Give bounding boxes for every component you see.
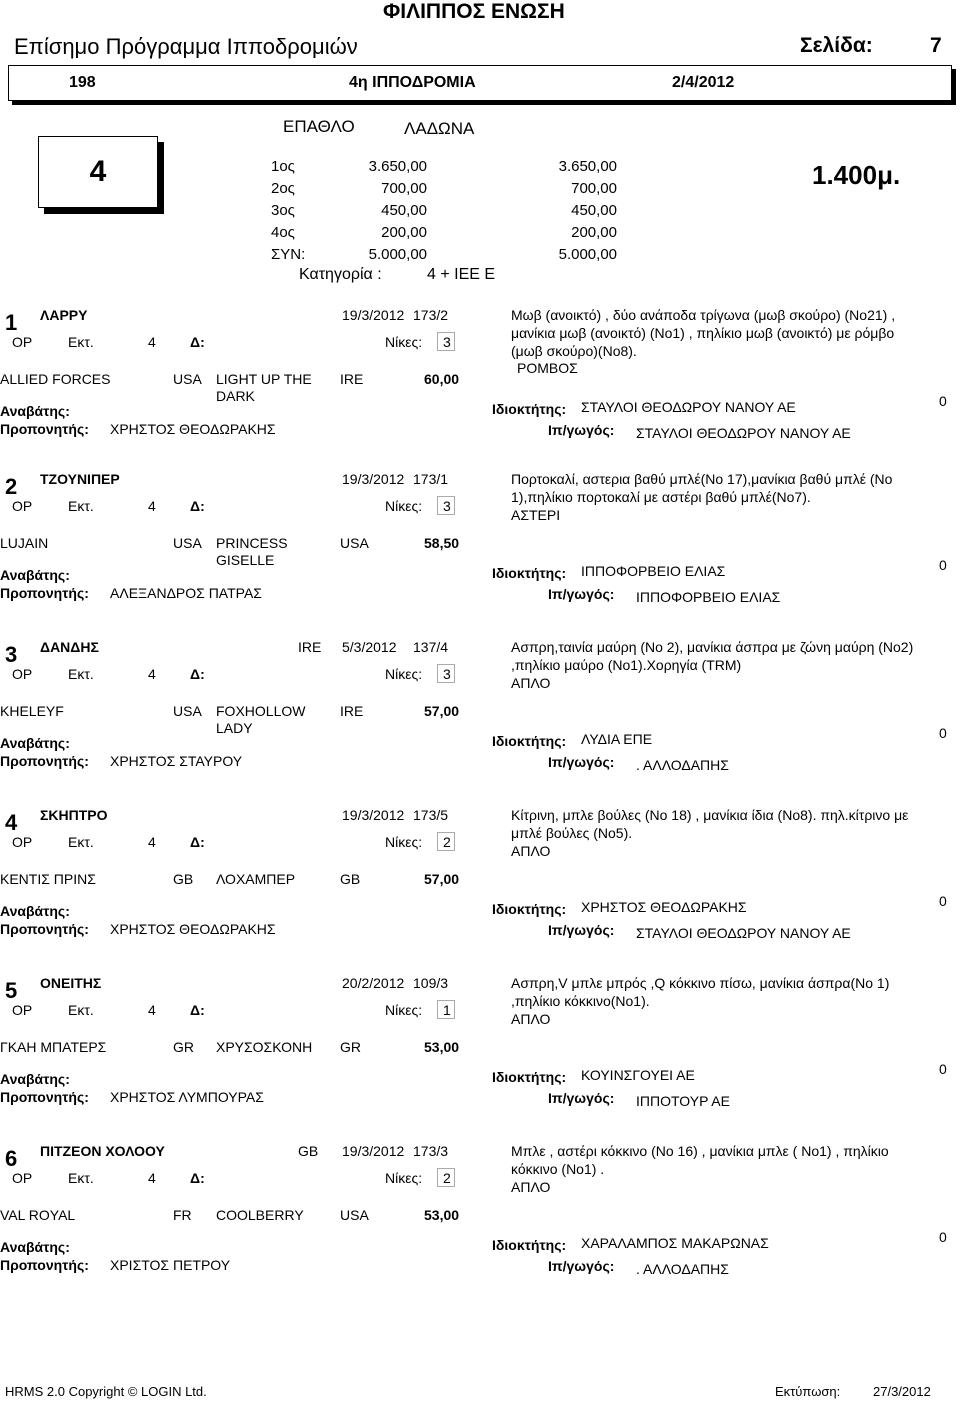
entry-date: 19/3/2012 [342, 471, 405, 487]
silks-line: Ασπρη,V μπλε μπρός ,Q κόκκινο πίσω, μανίκια άσπρα(Νο 1) [511, 975, 890, 991]
owner-label: Ιδιοκτήτης: [492, 1237, 567, 1253]
trainer-label: Προπονητής: [0, 585, 89, 601]
horse-number: 5 [5, 978, 18, 1003]
entry-date: 19/3/2012 [342, 807, 405, 823]
prize-label: ΕΠΑΘΛΟ [283, 117, 355, 136]
breeder-name: ΣΤΑΥΛΟΙ ΘΕΟΔΩΡΟΥ ΝΑΝΟΥ ΑΕ [636, 425, 851, 441]
sire-name: VAL ROYAL [0, 1207, 76, 1223]
trained-label: Εκτ. [68, 1170, 94, 1186]
breeder-name: . ΑΛΛΟΔΑΠΗΣ [636, 1261, 729, 1277]
meeting-number: 198 [69, 74, 96, 91]
dam-name-cont: LADY [216, 720, 253, 736]
prize-value: 450,00 [571, 202, 617, 219]
owner-name: ΚΟΥΙΝΣΓΟΥΕΙ ΑΕ [581, 1067, 695, 1083]
trainer-label: Προπονητής: [0, 1089, 89, 1105]
sire-country: GR [173, 1039, 194, 1055]
owner-name: ΛΥΔΙΑ ΕΠΕ [581, 731, 653, 747]
horse-number: 4 [5, 810, 18, 835]
delta-label: Δ: [190, 334, 205, 350]
sire-country: GB [173, 871, 194, 887]
race-name: ΛΑΔΩΝΑ [404, 119, 475, 138]
print-date: 27/3/2012 [873, 1384, 931, 1399]
prize-place: 4ος [271, 224, 295, 241]
sex-label: ΟΡ [12, 1170, 33, 1186]
entry-date: 5/3/2012 [342, 639, 397, 655]
sex-label: ΟΡ [12, 334, 33, 350]
wins-box [437, 332, 455, 351]
silks-line: μπλέ βούλες (Νο5). [511, 825, 633, 841]
owner-name: ΧΑΡΑΛΑΜΠΟΣ ΜΑΚΑΡΩΝΑΣ [581, 1235, 769, 1251]
prize-value: 200,00 [381, 224, 427, 241]
horse-weight: 53,00 [424, 1207, 460, 1223]
age-value: 4 [148, 666, 156, 682]
race-category: 4 + ΙΕΕ Ε [427, 266, 496, 283]
silks-symbol: ΑΠΛΟ [511, 1011, 551, 1027]
dam-country: USA [340, 1207, 369, 1223]
sex-label: ΟΡ [12, 666, 33, 682]
wins-label: Νίκες: [385, 334, 423, 350]
trained-label: Εκτ. [68, 666, 94, 682]
prize-place: 2ος [271, 180, 295, 197]
trainer-label: Προπονητής: [0, 753, 89, 769]
wins-box [437, 496, 455, 515]
dam-name: FOXHOLLOW [216, 703, 306, 719]
age-value: 4 [148, 498, 156, 514]
silks-line: 1),πηλίκιο πορτοκαλί με αστέρι βαθύ μπλέ(Νο7). [511, 489, 811, 505]
rider-label: Αναβάτης: [0, 903, 70, 919]
silks-symbol: ΑΠΛΟ [511, 843, 551, 859]
extra-value: 0 [939, 557, 947, 573]
wins-value: 3 [443, 334, 451, 350]
extra-value: 0 [939, 393, 947, 409]
page-number: 7 [930, 34, 942, 57]
wins-value: 1 [443, 1002, 451, 1018]
breeder-name: . ΑΛΛΟΔΑΠΗΣ [636, 757, 729, 773]
dam-country: IRE [340, 703, 364, 719]
entry-code: 109/3 [413, 975, 449, 991]
dam-name-cont: DARK [216, 388, 255, 404]
trainer-name: ΑΛΕΞΑΝΔΡΟΣ ΠΑΤΡΑΣ [110, 585, 262, 601]
sire-name: ΚΗELEYF [0, 703, 64, 719]
horse-name: ΔΑΝΔΗΣ [40, 639, 99, 655]
rider-label: Αναβάτης: [0, 403, 70, 419]
dam-country: GB [340, 871, 361, 887]
owner-label: Ιδιοκτήτης: [492, 401, 567, 417]
dam-name: LIGHT UP THE [216, 371, 312, 387]
silks-line: (μωβ σκούρο)(Νο8). [511, 343, 637, 359]
prize-value: 3.650,00 [558, 158, 617, 175]
sire-country: USA [173, 535, 202, 551]
entry-date: 19/3/2012 [342, 1143, 405, 1159]
dam-name: PRINCESS [216, 535, 288, 551]
owner-label: Ιδιοκτήτης: [492, 901, 567, 917]
breeder-name: ΙΠΠΟΤΟΥΡ ΑΕ [636, 1093, 730, 1109]
horse-weight: 57,00 [424, 703, 460, 719]
silks-line: κόκκινο (Νο1) . [511, 1161, 605, 1177]
rider-label: Αναβάτης: [0, 1071, 70, 1087]
prize-value: 5.000,00 [368, 246, 427, 263]
dam-country: GR [340, 1039, 361, 1055]
dam-name: COOLBERRY [216, 1207, 304, 1223]
meeting-bar [8, 65, 952, 101]
copyright: HRMS 2.0 Copyright © LOGIN Ltd. [5, 1384, 207, 1399]
print-label: Εκτύπωση: [775, 1384, 841, 1399]
age-value: 4 [148, 1002, 156, 1018]
owner-name: ΙΠΠΟΦΟΡΒΕΙΟ ΕΛΙΑΣ [581, 563, 726, 579]
prize-value: 200,00 [571, 224, 617, 241]
race-distance: 1.400μ. [812, 160, 901, 190]
meeting-date: 2/4/2012 [672, 74, 735, 91]
prize-value: 3.650,00 [368, 158, 427, 175]
entry-code: 173/2 [413, 307, 449, 323]
prize-place: ΣΥΝ: [271, 246, 306, 263]
trainer-name: ΧΡΗΣΤΟΣ ΘΕΟΔΩΡΑΚΗΣ [110, 921, 276, 937]
dam-name-cont: GISELLE [216, 552, 275, 568]
dam-name: ΧΡΥΣΟΣΚΟΝΗ [216, 1039, 313, 1055]
horse-name: ΤΖΟΥΝΙΠΕΡ [40, 471, 120, 487]
breeder-label: Ιπ/γωγός: [548, 586, 615, 602]
category-label: Κατηγορία : [299, 266, 382, 283]
wins-value: 3 [443, 666, 451, 682]
dam-country: USA [340, 535, 369, 551]
rider-label: Αναβάτης: [0, 735, 70, 751]
rider-label: Αναβάτης: [0, 567, 70, 583]
sire-country: FR [173, 1207, 192, 1223]
wins-label: Νίκες: [385, 666, 423, 682]
silks-symbol: ΑΠΛΟ [511, 1179, 551, 1195]
entry-code: 137/4 [413, 639, 449, 655]
horse-number: 6 [5, 1146, 18, 1171]
sire-country: USA [173, 371, 202, 387]
silks-symbol: ΡΟΜΒΟΣ [517, 360, 578, 376]
age-value: 4 [148, 834, 156, 850]
silks-line: ,πηλίκιο κόκκινο(Νο1). [511, 993, 650, 1009]
wins-value: 3 [443, 498, 451, 514]
trainer-label: Προπονητής: [0, 421, 89, 437]
document-title: Επίσημο Πρόγραμμα Ιπποδρομιών [14, 34, 358, 59]
extra-value: 0 [939, 1061, 947, 1077]
race-day: 4η ΙΠΠΟΔΡΟΜΙΑ [349, 74, 476, 91]
sire-name: ALLIED FORCES [0, 371, 111, 387]
entry-code: 173/3 [413, 1143, 449, 1159]
extra-value: 0 [939, 1229, 947, 1245]
horse-number: 1 [5, 310, 18, 335]
age-value: 4 [148, 334, 156, 350]
delta-label: Δ: [190, 498, 205, 514]
owner-label: Ιδιοκτήτης: [492, 733, 567, 749]
silks-line: Μπλε , αστέρι κόκκινο (Νο 16) , μανίκια μπλε ( Νο1) , πηλίκιο [511, 1143, 889, 1159]
horse-weight: 53,00 [424, 1039, 460, 1055]
horse-number: 2 [5, 474, 18, 499]
horse-number: 3 [5, 642, 18, 667]
breeder-label: Ιπ/γωγός: [548, 922, 615, 938]
breeder-name: ΙΠΠΟΦΟΡΒΕΙΟ ΕΛΙΑΣ [636, 589, 781, 605]
breeder-label: Ιπ/γωγός: [548, 422, 615, 438]
prize-place: 1ος [271, 158, 295, 175]
wins-box [437, 664, 455, 683]
prize-value: 450,00 [381, 202, 427, 219]
entry-date: 20/2/2012 [342, 975, 405, 991]
wins-label: Νίκες: [385, 498, 423, 514]
wins-value: 2 [443, 834, 451, 850]
page-label: Σελίδα: [800, 34, 873, 57]
delta-label: Δ: [190, 666, 205, 682]
silks-line: Ασπρη,ταινία μαύρη (Νο 2), μανίκια άσπρα με ζώνη μαύρη (Νο2) [511, 639, 914, 655]
trainer-label: Προπονητής: [0, 921, 89, 937]
trainer-name: ΧΡΙΣΤΟΣ ΠΕΤΡΟΥ [110, 1257, 231, 1273]
horse-weight: 57,00 [424, 871, 460, 887]
wins-value: 2 [443, 1170, 451, 1186]
extra-value: 0 [939, 725, 947, 741]
breeder-label: Ιπ/γωγός: [548, 1258, 615, 1274]
age-value: 4 [148, 1170, 156, 1186]
prize-place: 3ος [271, 202, 295, 219]
breeder-label: Ιπ/γωγός: [548, 754, 615, 770]
sire-name: ΓΚΑΗ ΜΠΑΤΕΡΣ [0, 1039, 107, 1055]
silks-line: Πορτοκαλί, αστερια βαθύ μπλέ(Νο 17),μανίκια βαθύ μπλέ (Νο [511, 471, 893, 487]
delta-label: Δ: [190, 834, 205, 850]
wins-label: Νίκες: [385, 1002, 423, 1018]
wins-box [437, 1168, 455, 1187]
dam-country: IRE [340, 371, 364, 387]
owner-label: Ιδιοκτήτης: [492, 1069, 567, 1085]
extra-value: 0 [939, 893, 947, 909]
horse-origin: IRE [298, 639, 322, 655]
rider-label: Αναβάτης: [0, 1239, 70, 1255]
sex-label: ΟΡ [12, 1002, 33, 1018]
silks-line: μανίκια μωβ (ανοικτό) (Νο1) , πηλίκιο μωβ (ανοικτό) με ρόμβο [511, 325, 895, 341]
sex-label: ΟΡ [12, 834, 33, 850]
trainer-label: Προπονητής: [0, 1257, 89, 1273]
owner-name: ΣΤΑΥΛΟΙ ΘΕΟΔΩΡΟΥ ΝΑΝΟΥ ΑΕ [581, 399, 796, 415]
race-number-box: 4 [38, 136, 158, 208]
sire-name: ΚΕΝΤΙΣ ΠΡΙΝΣ [0, 871, 96, 887]
dam-name: ΛΟΧΑΜΠΕΡ [216, 871, 296, 887]
trained-label: Εκτ. [68, 498, 94, 514]
horse-name: ΣΚΗΠΤΡΟ [40, 807, 108, 823]
trainer-name: ΧΡΗΣΤΟΣ ΣΤΑΥΡΟΥ [110, 753, 243, 769]
horse-name: ΟΝΕΙΤΗΣ [40, 975, 102, 991]
wins-box [437, 832, 455, 851]
silks-symbol: ΑΣΤΕΡΙ [511, 507, 561, 523]
wins-label: Νίκες: [385, 834, 423, 850]
delta-label: Δ: [190, 1170, 205, 1186]
trained-label: Εκτ. [68, 1002, 94, 1018]
prize-value: 700,00 [571, 180, 617, 197]
horse-weight: 60,00 [424, 371, 460, 387]
owner-label: Ιδιοκτήτης: [492, 565, 567, 581]
entry-date: 19/3/2012 [342, 307, 405, 323]
trainer-name: ΧΡΗΣΤΟΣ ΘΕΟΔΩΡΑΚΗΣ [110, 421, 276, 437]
horse-name: ΠΙΤΖΕΟΝ ΧΟΛΟΟΥ [40, 1143, 165, 1159]
owner-name: ΧΡΗΣΤΟΣ ΘΕΟΔΩΡΑΚΗΣ [581, 899, 747, 915]
entry-code: 173/5 [413, 807, 449, 823]
trained-label: Εκτ. [68, 834, 94, 850]
breeder-label: Ιπ/γωγός: [548, 1090, 615, 1106]
silks-symbol: ΑΠΛΟ [511, 675, 551, 691]
trained-label: Εκτ. [68, 334, 94, 350]
horse-name: ΛΑΡΡΥ [40, 307, 88, 323]
silks-line: ,πηλίκιο μαύρο (Νο1).Χορηγία (TRM) [511, 657, 742, 673]
prize-value: 5.000,00 [558, 246, 617, 263]
horse-weight: 58,50 [424, 535, 460, 551]
silks-line: Κίτρινη, μπλε βούλες (Νο 18) , μανίκια ίδια (Νο8). πηλ.κίτρινο με [511, 807, 909, 823]
wins-label: Νίκες: [385, 1170, 423, 1186]
sex-label: ΟΡ [12, 498, 33, 514]
breeder-name: ΣΤΑΥΛΟΙ ΘΕΟΔΩΡΟΥ ΝΑΝΟΥ ΑΕ [636, 925, 851, 941]
horse-origin: GB [298, 1143, 319, 1159]
entry-code: 173/1 [413, 471, 449, 487]
delta-label: Δ: [190, 1002, 205, 1018]
wins-box [437, 1000, 455, 1019]
club-title: ΦΙΛΙΠΠΟΣ ΕΝΩΣΗ [383, 0, 565, 23]
sire-name: LUJAIN [0, 535, 49, 551]
prize-value: 700,00 [381, 180, 427, 197]
trainer-name: ΧΡΗΣΤΟΣ ΛΥΜΠΟΥΡΑΣ [110, 1089, 264, 1105]
silks-line: Μωβ (ανοικτό) , δύο ανάποδα τρίγωνα (μωβ σκούρο) (Νο21) , [511, 307, 896, 323]
sire-country: USA [173, 703, 202, 719]
